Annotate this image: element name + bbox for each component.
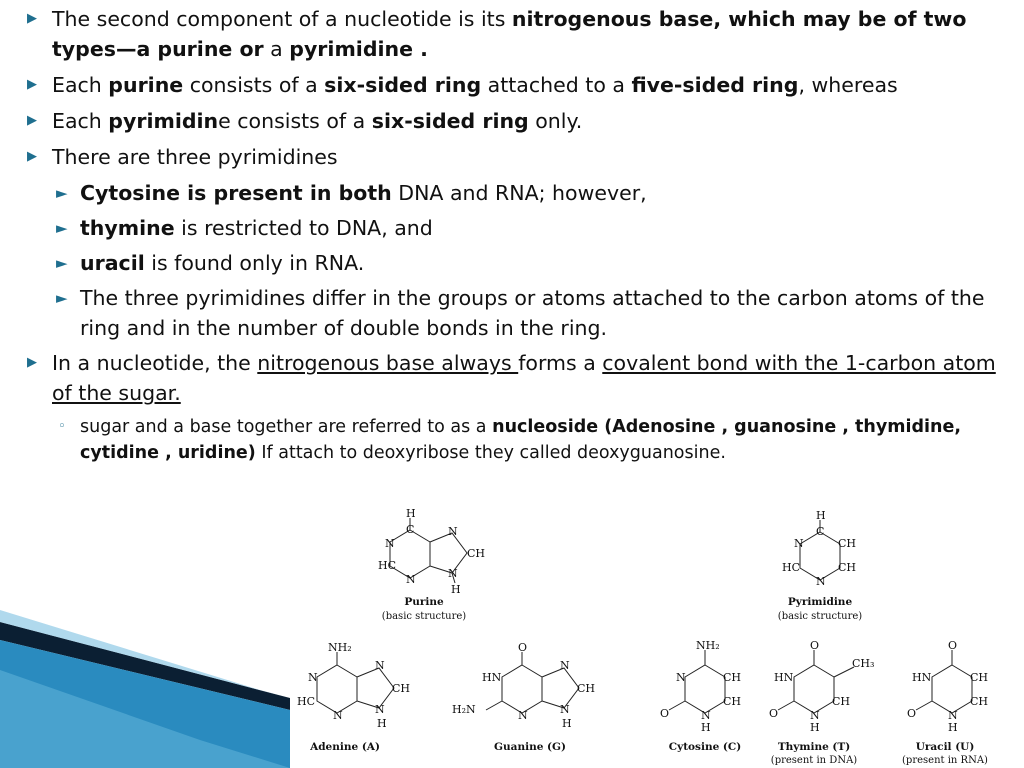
atom-label: N [701, 709, 711, 722]
sub-bullet-3 [0, 248, 1024, 278]
guanine-five-ring [542, 668, 579, 708]
bold-text: purine [108, 73, 184, 97]
bullet-2 [0, 70, 1024, 100]
atom-label: N [385, 537, 395, 550]
atom-label: NH₂ [328, 641, 352, 654]
bullet-1 [0, 4, 1024, 64]
sub-bullet-1 [0, 178, 1024, 208]
text: consists of a [183, 73, 325, 97]
atom-label: NH₂ [696, 639, 720, 652]
atom-label: CH [723, 671, 742, 684]
atom-label: CH [838, 537, 857, 550]
text: Each [52, 109, 109, 133]
uracil-note: (present in RNA) [902, 755, 988, 766]
cytosine-ring [685, 665, 725, 713]
atom-label: O [907, 707, 917, 720]
guanine-six-ring [502, 665, 542, 713]
triangle-bullet-icon: ▶ [27, 149, 37, 164]
bold-text: nitrogenous base, which may be of two types—a purine or [52, 7, 967, 61]
bold-text: thymine [80, 216, 175, 240]
atom-label: HN [774, 671, 794, 684]
atom-label: N [560, 703, 570, 716]
atom-label: H₂N [452, 703, 476, 716]
bold-text: Cytosine is present in both [80, 181, 392, 205]
text: If attach to deoxyribose they called deoxyguanosine. [255, 443, 726, 463]
atom-label: H [701, 721, 711, 734]
atom-label: N [810, 709, 820, 722]
atom-label: CH [970, 671, 989, 684]
atom-label: H [816, 509, 826, 522]
text: , whereas [798, 73, 898, 97]
atom-label: HC [297, 695, 316, 708]
atom-label: O [518, 641, 528, 654]
text: There are three pyrimidines [52, 145, 338, 169]
text: only. [528, 109, 583, 133]
text: The second component of a nucleotide is its [52, 7, 512, 31]
atom-label: CH [467, 547, 486, 560]
underlined-text: covalent bond with the 1-carbon atom of the sugar. [52, 351, 996, 405]
cytosine-label: Cytosine (C) [668, 741, 742, 753]
atom-label: CH [970, 695, 989, 708]
triangle-bullet-icon: ▶ [27, 355, 37, 370]
pyrimidine-subtitle: (basic structure) [777, 611, 863, 622]
text: attached to a [481, 73, 632, 97]
atom-label: H [810, 721, 820, 734]
text: DNA and RNA; however, [391, 181, 647, 205]
pyrimidine-ring [800, 532, 840, 580]
text: forms a [518, 351, 603, 375]
atom-label: O [769, 707, 779, 720]
atom-label: CH [832, 695, 851, 708]
text: The three pyrimidines differ in the groups or atoms attached to the carbon atoms of the ring and in the number of double bonds in the ring. [80, 286, 985, 340]
circle-bullet-icon: ◦ [58, 419, 66, 434]
thymine-ring [794, 665, 834, 713]
bold-text: uracil [80, 251, 145, 275]
sub-sub-bullet [0, 414, 1024, 466]
underlined-text: nitrogenous base always [257, 351, 519, 375]
bold-text: pyrimidine . [289, 37, 428, 61]
bullet-4 [0, 142, 1024, 172]
bold-text: six-sided ring [371, 109, 529, 133]
adenine-six-ring [317, 665, 357, 713]
sub-bullet-4 [0, 283, 1024, 343]
atom-label: N [308, 671, 318, 684]
bold-text: nucleoside (Adenosine , guanosine , thymidine, cytidine , uridine) [80, 417, 962, 463]
atom-label: N [794, 537, 804, 550]
thymine-note: (present in DNA) [770, 755, 858, 766]
bold-text: five-sided ring [631, 73, 799, 97]
atom-label: HC [782, 561, 801, 574]
atom-label: N [560, 659, 570, 672]
pyrimidine-title: Pyrimidine [787, 596, 853, 608]
atom-label: CH [838, 561, 857, 574]
text: is found only in RNA. [144, 251, 365, 275]
atom-label: N [333, 709, 343, 722]
slide-body [0, 4, 1024, 472]
nitrogenous-bases-figure [280, 505, 1024, 768]
bold-text: pyrimidin [108, 109, 219, 133]
bullet-3 [0, 106, 1024, 136]
atom-label: H [948, 721, 958, 734]
guanine-label: Guanine (G) [494, 741, 566, 753]
uracil-label: Uracil (U) [915, 741, 975, 753]
atom-label: O [810, 639, 820, 652]
triangle-bullet-icon: ▶ [27, 11, 37, 26]
atom-label: CH [723, 695, 742, 708]
atom-label: CH [577, 682, 596, 695]
bullet-5 [0, 348, 1024, 408]
triangle-bullet-icon: ▶ [27, 113, 37, 128]
text: sugar and a base together are referred to as a [80, 417, 493, 437]
atom-label: HN [912, 671, 932, 684]
atom-label: HN [482, 671, 502, 684]
triangle-bullet-icon: ▶ [27, 77, 37, 92]
solid-triangle-bullet-icon: ► [56, 289, 68, 307]
adenine-five-ring [357, 668, 394, 708]
text: a [263, 37, 290, 61]
atom-label: O [948, 639, 958, 652]
text: Each [52, 73, 109, 97]
solid-triangle-bullet-icon: ► [56, 184, 68, 202]
atom-label: H [451, 583, 461, 596]
atom-label: H [562, 717, 572, 730]
atom-label: N [448, 525, 458, 538]
atom-label: N [375, 703, 385, 716]
atom-label: C [816, 525, 825, 538]
thymine-label: Thymine (T) [777, 741, 851, 753]
atom-label: N [518, 709, 528, 722]
text: is restricted to DNA, and [174, 216, 433, 240]
atom-label: CH₃ [852, 657, 875, 670]
atom-label: N [948, 709, 958, 722]
atom-label: CH [392, 682, 411, 695]
adenine-label: Adenine (A) [310, 741, 380, 753]
text: e consists of a [218, 109, 372, 133]
atom-label: N [375, 659, 385, 672]
bold-text: six-sided ring [324, 73, 482, 97]
text: In a nucleotide, the [52, 351, 258, 375]
atom-label: H [406, 507, 416, 520]
solid-triangle-bullet-icon: ► [56, 219, 68, 237]
atom-label: C [406, 523, 415, 536]
sub-bullet-2 [0, 213, 1024, 243]
purine-title: Purine [404, 596, 444, 608]
atom-label: N [676, 671, 686, 684]
atom-label: N [816, 575, 826, 588]
uracil-ring [932, 665, 972, 713]
corner-swoosh-decoration [0, 610, 290, 768]
atom-label: N [448, 567, 458, 580]
atom-label: O [660, 707, 670, 720]
atom-label: HC [378, 559, 397, 572]
atom-label: H [377, 717, 387, 730]
purine-subtitle: (basic structure) [381, 611, 467, 622]
atom-label: N [406, 573, 416, 586]
solid-triangle-bullet-icon: ► [56, 254, 68, 272]
